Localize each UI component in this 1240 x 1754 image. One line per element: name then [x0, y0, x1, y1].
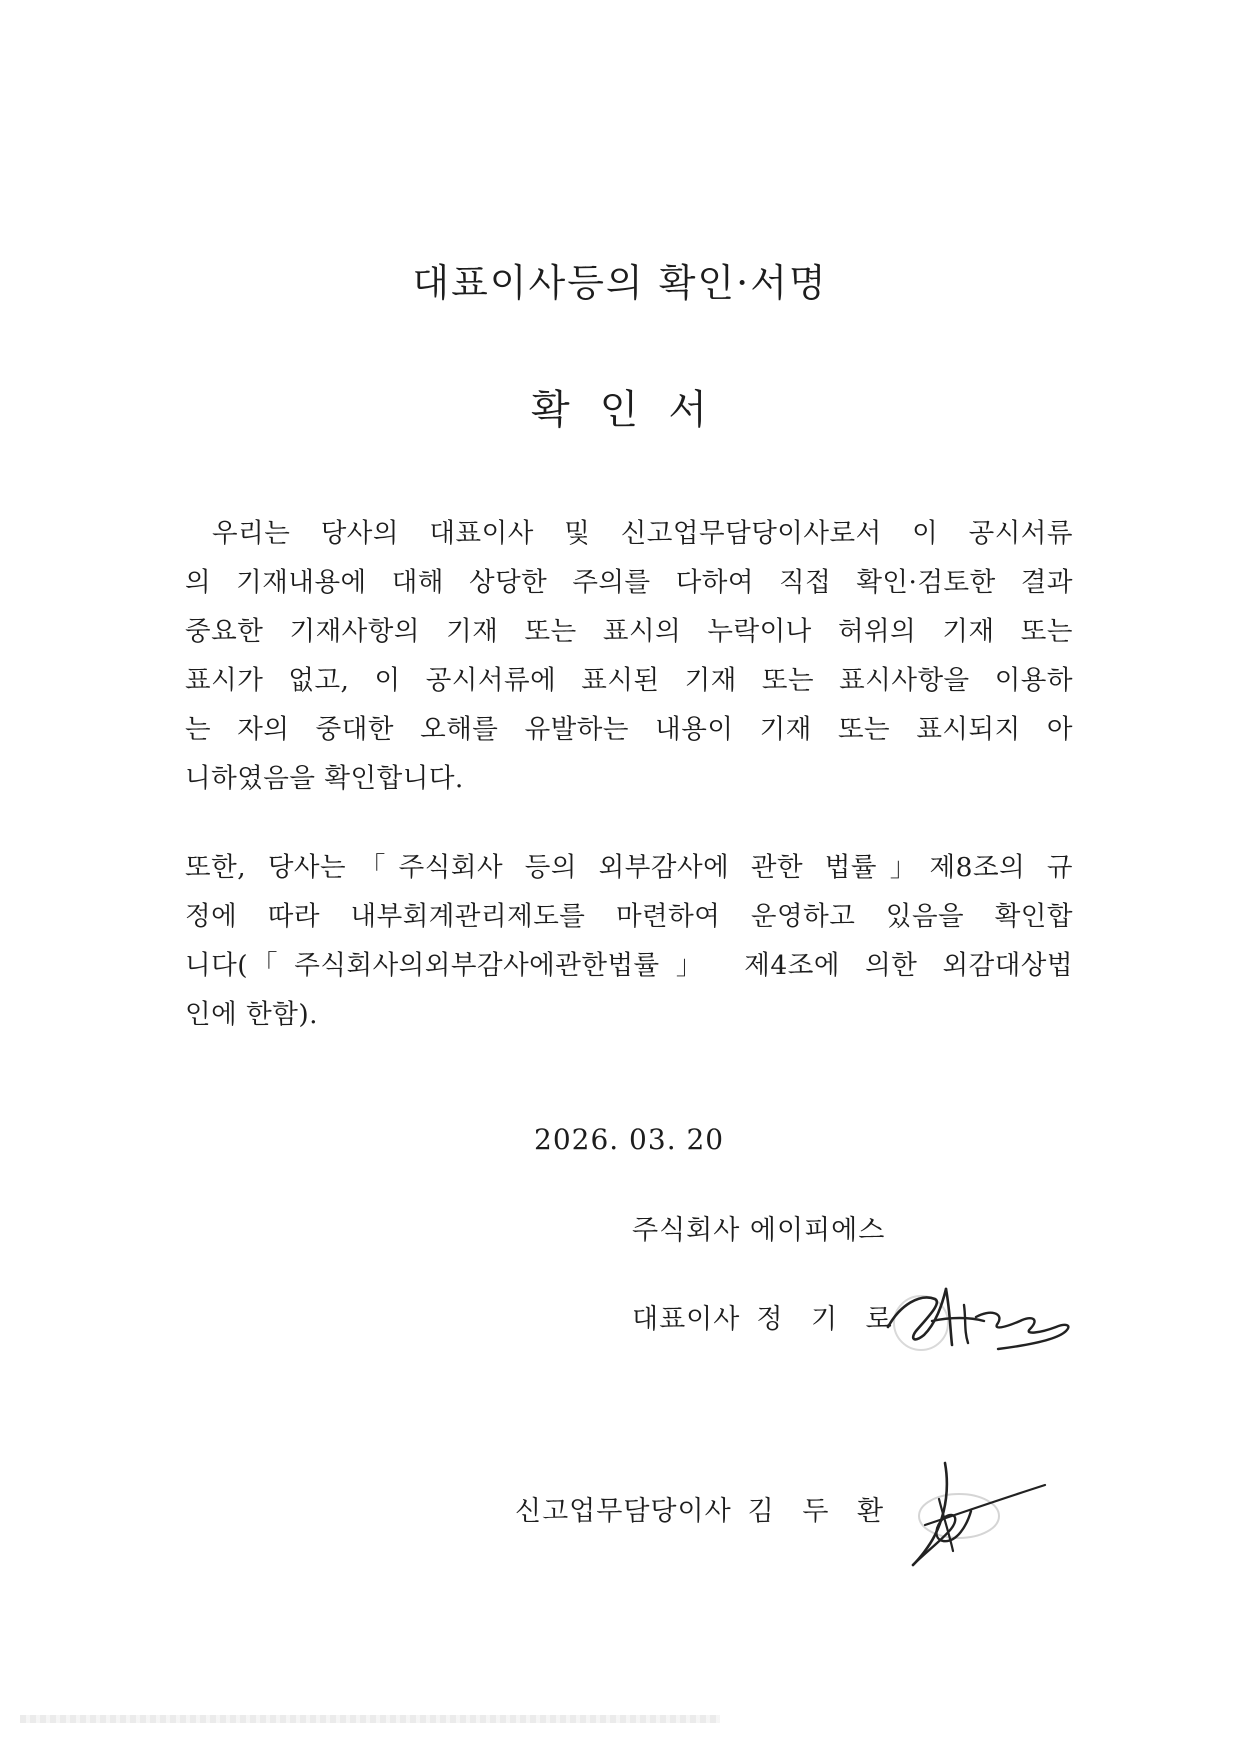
officer-title: 신고업무담당이사 — [515, 1496, 732, 1527]
title-char: 인 — [599, 387, 641, 433]
officer-name: 김 두 환 — [747, 1496, 894, 1527]
internal-control-paragraph — [185, 843, 1073, 1039]
ceo-title: 대표이사 — [632, 1304, 741, 1335]
paragraph-line: 의 기재내용에 대해 상당한 주의를 다하여 직접 확인·검토한 결과 — [185, 567, 1073, 598]
title-char: 서 — [668, 387, 709, 433]
paragraph-line: 니다(「주식회사의외부감사에관한법률」 제4조에 의한 외감대상법 — [185, 950, 1073, 981]
officer-handwritten-signature — [905, 1455, 1055, 1575]
document-heading: 대표이사등의 확인·서명 — [412, 261, 828, 305]
paragraph-line: 표시가 없고, 이 공시서류에 표시된 기재 또는 표시사항을 이용하 — [185, 665, 1073, 696]
paragraph-line: 정에 따라 내부회계관리제도를 마련하여 운영하고 있음을 확인합 — [185, 901, 1073, 932]
document-date: 2026. 03. 20 — [534, 1123, 725, 1156]
paragraph-line: 인에 한함). — [185, 999, 319, 1030]
ceo-signature-line — [632, 1300, 902, 1340]
paragraph-line: 중요한 기재사항의 기재 또는 표시의 누락이나 허위의 기재 또는 — [185, 616, 1073, 647]
paragraph-line: 니하였음을 확인합니다. — [185, 763, 464, 794]
company-name: 주식회사 에이피에스 — [632, 1215, 886, 1246]
confirmation-paragraph — [185, 509, 1073, 803]
paragraph-line: 는 자의 중대한 오해를 유발하는 내용이 기재 또는 표시되지 아 — [185, 714, 1073, 745]
officer-signature-line — [515, 1492, 893, 1532]
title-char: 확 — [531, 387, 572, 433]
paragraph-line: 우리는 당사의 대표이사 및 신고업무담당이사로서 이 공시서류 — [212, 518, 1073, 549]
ceo-name: 정 기 로 — [756, 1304, 902, 1335]
paragraph-line: 또한, 당사는「주식회사 등의 외부감사에 관한 법률」제8조의 규 — [185, 852, 1073, 883]
document-title — [0, 384, 1240, 436]
scan-footer-strip — [20, 1715, 720, 1723]
ceo-handwritten-signature — [880, 1265, 1080, 1365]
